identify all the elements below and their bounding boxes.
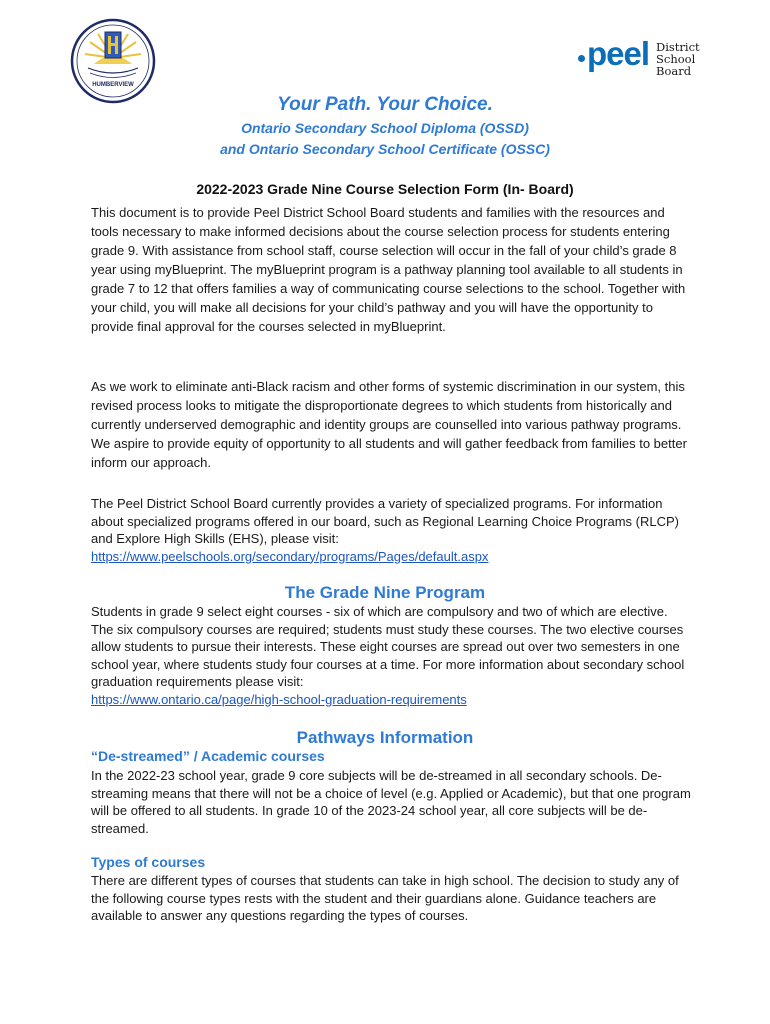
types-of-courses-heading: Types of courses xyxy=(91,854,206,870)
grade-nine-heading: The Grade Nine Program xyxy=(284,583,486,602)
form-title: 2022-2023 Grade Nine Course Selection Form (In- Board) xyxy=(196,181,574,197)
destreamed-heading: “De-streamed” / Academic courses xyxy=(91,748,325,764)
peel-board-name: District School Board xyxy=(656,40,700,78)
grade-nine-body: Students in grade 9 select eight courses - six of which are compulsory and two of which are elective. The six compulsory courses are required; students must study these courses. The two elective courses allow students to pursue their interests. These eight courses are spread out over two semesters in one school year, where students study four courses at a time. For more information about secondary school graduation requirements please visit: https://www.ontario.ca/page/high-school-graduation-requirements xyxy=(91,604,685,707)
types-of-courses-body: There are different types of courses that students can take in high school. The decision to study any of the following course types rests with the student and their guardians alone. Guidance teachers are available to answer any questions regarding the types of courses. xyxy=(91,873,679,923)
subtitle-ossc: and Ontario Secondary School Certificate (OSSC) xyxy=(220,141,550,157)
subtitle-ossd: Ontario Secondary School Diploma (OSSD) xyxy=(241,120,529,136)
graduation-requirements-link[interactable]: https://www.ontario.ca/page/high-school-graduation-requirements xyxy=(91,691,467,707)
crest-school-name: HUMBERVIEW xyxy=(92,82,134,88)
main-title: Your Path. Your Choice. xyxy=(277,94,493,115)
peel-district-logo xyxy=(578,36,728,76)
pathways-heading: Pathways Information xyxy=(296,728,474,747)
specialized-programs-link[interactable]: https://www.peelschools.org/secondary/programs/Pages/default.aspx xyxy=(91,548,489,564)
peel-dot-icon xyxy=(578,55,585,62)
humberview-crest-logo xyxy=(70,18,156,104)
intro-paragraph-3: The Peel District School Board currently provides a variety of specialized programs. For information about specialized programs offered in our board, such as Regional Learning Choice Programs (RLCP) and Explore High Skills (EHS), please visit: https://www.peelschools.org/secondary/programs/Pages/default.aspx xyxy=(91,496,679,564)
destreamed-body: In the 2022-23 school year, grade 9 core subjects will be de-streamed in all secondary schools. De-streaming means that there will not be a choice of level (e.g. Applied or Academic), but that one program will be offered to all students. In grade 10 of the 2023-24 school year, all core subjects will be de-streamed. xyxy=(91,768,691,836)
intro-paragraph-1: This document is to provide Peel District School Board students and families with the resources and tools necessary to make informed decisions about the course selection process for students entering grade 9. With assistance from school staff, course selection will occur in the fall of your child’s grade 8 year using myBlueprint. The myBlueprint program is a pathway planning tool available to all students in grade 7 to 12 that offers families a way of communicating course selections to the school. Together with your child, you will make all decisions for your child’s pathway and you will have the opportunity to provide final approval for the courses selected in myBlueprint. xyxy=(91,205,686,334)
peel-wordmark: peel xyxy=(578,36,649,72)
intro-paragraph-2: As we work to eliminate anti-Black racism and other forms of systemic discrimination in our system, this revised process looks to mitigate the disproportionate degrees to which students from historically and currently underserved demographic and identity groups are counselled into various pathway programs. We aspire to provide equity of opportunity to all students and will gather feedback from families to better inform our approach. xyxy=(91,379,687,470)
